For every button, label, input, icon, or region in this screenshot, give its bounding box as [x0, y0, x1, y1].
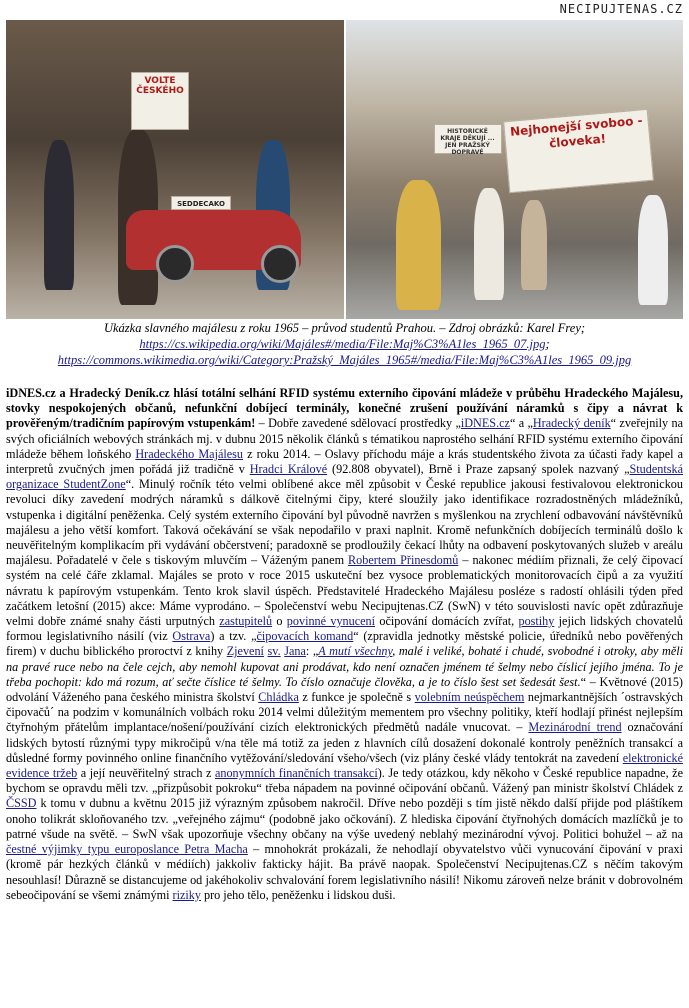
caption-link-commons[interactable]: https://commons.wikimedia.org/wiki/Category:Pražský_Majáles_1965#/media/File:Maj%C3%A1les_1965_09.jpg — [57, 353, 632, 367]
text: ). Je tedy otázkou, kdy někoho v České republice napadne, že bychom se opravdu měli tzv. „přizpůsobit pokroku“ třeba nápadem na povinné očipování občanů. Vážený pan ministr školství Chládek z — [6, 766, 683, 796]
link-anonymnich-transakci[interactable]: anonymních finančních transakcí — [214, 766, 378, 781]
link-povinne-vynuceni[interactable]: povinné vynucení — [286, 614, 376, 629]
link-sv[interactable]: sv. — [267, 644, 281, 659]
text: – nakonec médiím přiznali, že celý čipovací systém na celé čáře zklamal. Majáles se proto v roce 2015 uskuteční bez vysoce problematických monitorovacích čipů a za využití návratu k papírovým vstupenkám. Tento krok slavil úspěch. Představitelé Hradeckého Majálesu posléze s radostí ohlásili týden před začátkem letošní (2015) akce: Máme vyprodáno. – Společenství webu Necipujtenas.CZ (SwN) v této souvislosti navíc opět zdůrazňuje velmi dobře známé snahy části urputných — [6, 553, 683, 629]
text: “ – Květnové (2015) odvolání Váženého pana českého ministra školství — [6, 674, 683, 705]
photo-majales-1965-left — [6, 20, 344, 319]
site-watermark: NECIPUJTENAS.CZ — [559, 2, 683, 16]
figure — [638, 195, 668, 305]
link-ostrava[interactable]: Ostrava — [172, 629, 211, 644]
text: nejmarkantnějších ´ostravských čipovačů´ na podzim v komunálních volbách roku 2014 velmi důležitým mementem pro všechny politiky, kteří hodlají přinést nejlepším čtyřnohým přátelům implantace/nošení/používání cizích elektronických předmětů nadále vnucovat. – — [6, 690, 684, 735]
car-wheel — [261, 245, 299, 283]
text: – Dobře zavedené sdělovací prostředky „ — [255, 416, 461, 431]
link-idnes[interactable]: iDNES.cz — [460, 416, 510, 431]
bible-quote: , malé i veliké, bohaté i chudé, svobodné i otroky, aby měli na pravé ruce nebo na čele cejch, aby nemohl kupovat ani prodávat, kdo není označen jménem té šelmy nebo číslicí jejího jména. To je třeba pochopit: kdo má rozum, ať sečte číslice té šelmy. To číslo označuje člověka, a je to číslo šest set šedesát šest. — [6, 644, 684, 689]
caption-text: Ukázka slavného majálesu z roku 1965 – průvod studentů Prahou. – Zdroj obrázků: Karel Frey; — [103, 321, 586, 335]
text: očipování domácích zvířat, — [375, 614, 519, 629]
text: o — [272, 614, 287, 629]
text: “ zveřejnily na svých oficiálních webových stránkách mj. v dubnu 2015 několik článků s tématikou naprostého selhání RFID systému externího čipování mládeže během loňského — [6, 416, 684, 461]
link-cssd[interactable]: ČSSD — [6, 796, 37, 811]
article-body — [6, 386, 683, 903]
sign-volte: VOLTE ČESKÉHO — [131, 72, 189, 130]
link-riziky[interactable]: riziky — [172, 887, 201, 902]
link-hradec-kralove[interactable]: Hradci Králové — [249, 462, 328, 477]
photo-caption — [0, 320, 689, 368]
link-postihy[interactable]: postihy — [518, 614, 555, 629]
link-chladka[interactable]: Chládka — [258, 690, 299, 705]
figure — [396, 180, 441, 310]
link-elektronicke-evidence-trzeb[interactable]: elektronické evidence tržeb — [6, 750, 683, 781]
link-studentzone[interactable]: Studentská organizace StudentZone — [6, 462, 683, 492]
figure — [521, 200, 547, 290]
link-cipovacich-komand[interactable]: čipovacích komand — [256, 629, 354, 644]
caption-link-wikipedia[interactable]: https://cs.wikipedia.org/wiki/Majáles#/media/File:Maj%C3%A1les_1965_07.jpg — [139, 337, 546, 351]
sign-svoboda: Nejhonejší svoboo - človeka! — [503, 109, 654, 193]
text: k tomu v dubnu a květnu 2015 již výrazným způsobem nakročil. Dříve nebo později s tím jistě někdo další přijde pod pláštíkem onoho tolikrát skloňovaného tzv. „veřejného zájmu“ (podobně jako očkování). Z hlediska čipování čtyřnohých domácích mazlíčků je to patrné všude na světě. – SwN však upozorňuje všechny občany na výše uvedený neblahý mezinárodní vývoj. Politici bohužel – až na — [6, 796, 683, 841]
text: pro jeho tělo, peněženku i lidskou duši. — [200, 887, 396, 902]
text: – mnohokrát prokázali, že nehodlají obyvatelstvo vůči vynucování čipování v praxi (kromě pár hezkých článků v médiích) jakkoliv fakticky hájit. Ba právě naopak. Společenství Necipujtenas.CZ s něčím takovým nesouhlasí! Důrazně se distancujeme od jakéhokoliv schvalování forem legislativního násilí! Nikomu zároveň nelze bránit v dobrovolném sebeočipování se všemi známými — [6, 842, 683, 902]
car-sign: SEDDECAKO — [171, 196, 231, 210]
car-wheel — [156, 245, 194, 283]
text: označování lidských bytostí různými typy mikročipů v/na těle má totiž za jeden z hlavních cílů dosažení dokonalé kontroly peněžních transakcí a důsledné formy povinného online finančního vytěžování/sledování všeho/všech (viz plány české vlády tentokrát na zavedení — [6, 720, 683, 765]
text: “ (zpravidla jednotky městské policie, úředníků nebo pověřených firem) v duchu biblického proroctví z knihy — [6, 629, 684, 659]
link-mezinarodni-trend[interactable]: Mezinárodní trend — [528, 720, 622, 735]
text: z funkce je společně s — [298, 690, 415, 705]
article-lead: iDNES.cz a Hradecký Deník.cz hlásí totální selhání RFID systému externího čipování mládeže v průběhu Hradeckého Majálesu, stovky nespokojených občanů, nefunkční dobíjecí terminály, konečné zrušení používání náramků s čipy a návrat k prověřeným/tradičním papírovým vstupenkám! — [6, 386, 683, 431]
text: z roku 2014. – Oslavy příchodu máje a krás studentského života za účasti řady kapel a interpretů zvučných jmen pořádá již tradičně v — [6, 446, 684, 477]
text: jejich lidských chovatelů formou legislativního násilí (viz — [6, 614, 684, 644]
text: “ a „ — [509, 416, 533, 431]
link-jana[interactable]: Jana — [284, 644, 306, 659]
photo-strip — [6, 20, 683, 319]
link-zjeveni[interactable]: Zjevení — [226, 644, 264, 659]
link-zastupitelu[interactable]: zastupitelů — [219, 614, 273, 629]
sign-historicke-kraje: HISTORICKÉ KRAJE DĚKUJÍ ... JEN PRAŽSKÝ DOPRAVÉ — [434, 124, 502, 154]
link-a-muti-vsechny[interactable]: A mutí všechny — [318, 644, 393, 659]
text: ) a tzv. „ — [210, 629, 257, 644]
figure — [44, 140, 74, 290]
text: a její neuvěřitelný strach z — [77, 766, 215, 781]
text: : „ — [305, 644, 319, 659]
link-hradecky-majales[interactable]: Hradeckého Majálesu — [135, 446, 243, 461]
text: “. Minulý ročník této velmi oblíbené akce měl způsobit v České republice jakousi festivalovou elektronickou revoluci díky zavedení modrých náramků s dálkově čitelnými čipy, které sloužily jako identifikace rozradostněných mládežníků, vstupenka i digitální peněženka. Celý systém externího čipování byl původně navržen s myšlenkou na zrychlení odbavování návštěvníků majálesu a jeho větší komfort. Taková očekávání se však nepodařilo v praxi naplnit. Kromě nefunkčních dobíjecích terminálů došlo k neuvěřitelným komplikacím při vydávání občerstvení; paradoxně se prodloužily čekací lhůty na odbavení poskytovaných služeb v areálu majálesu. Pořadatelé v čele s tiskovým mluvčím – Váženým panem — [6, 477, 683, 568]
caption-separator: ; — [545, 337, 550, 351]
photo-majales-1965-right — [346, 20, 684, 319]
figure — [474, 188, 504, 300]
link-cestne-vyjimky[interactable]: čestné výjimky typu europoslance Petra Macha — [6, 842, 248, 857]
link-hradecky-denik[interactable]: Hradecký deník — [532, 416, 611, 431]
link-robert-prinesdomu[interactable]: Robertem Přinesdomů — [348, 553, 459, 568]
link-volebnim-neuspechem[interactable]: volebním neúspěchem — [414, 690, 525, 705]
text: (92.808 obyvatel), Brně i Praze zapsaný spolek nazvaný „ — [327, 462, 630, 477]
